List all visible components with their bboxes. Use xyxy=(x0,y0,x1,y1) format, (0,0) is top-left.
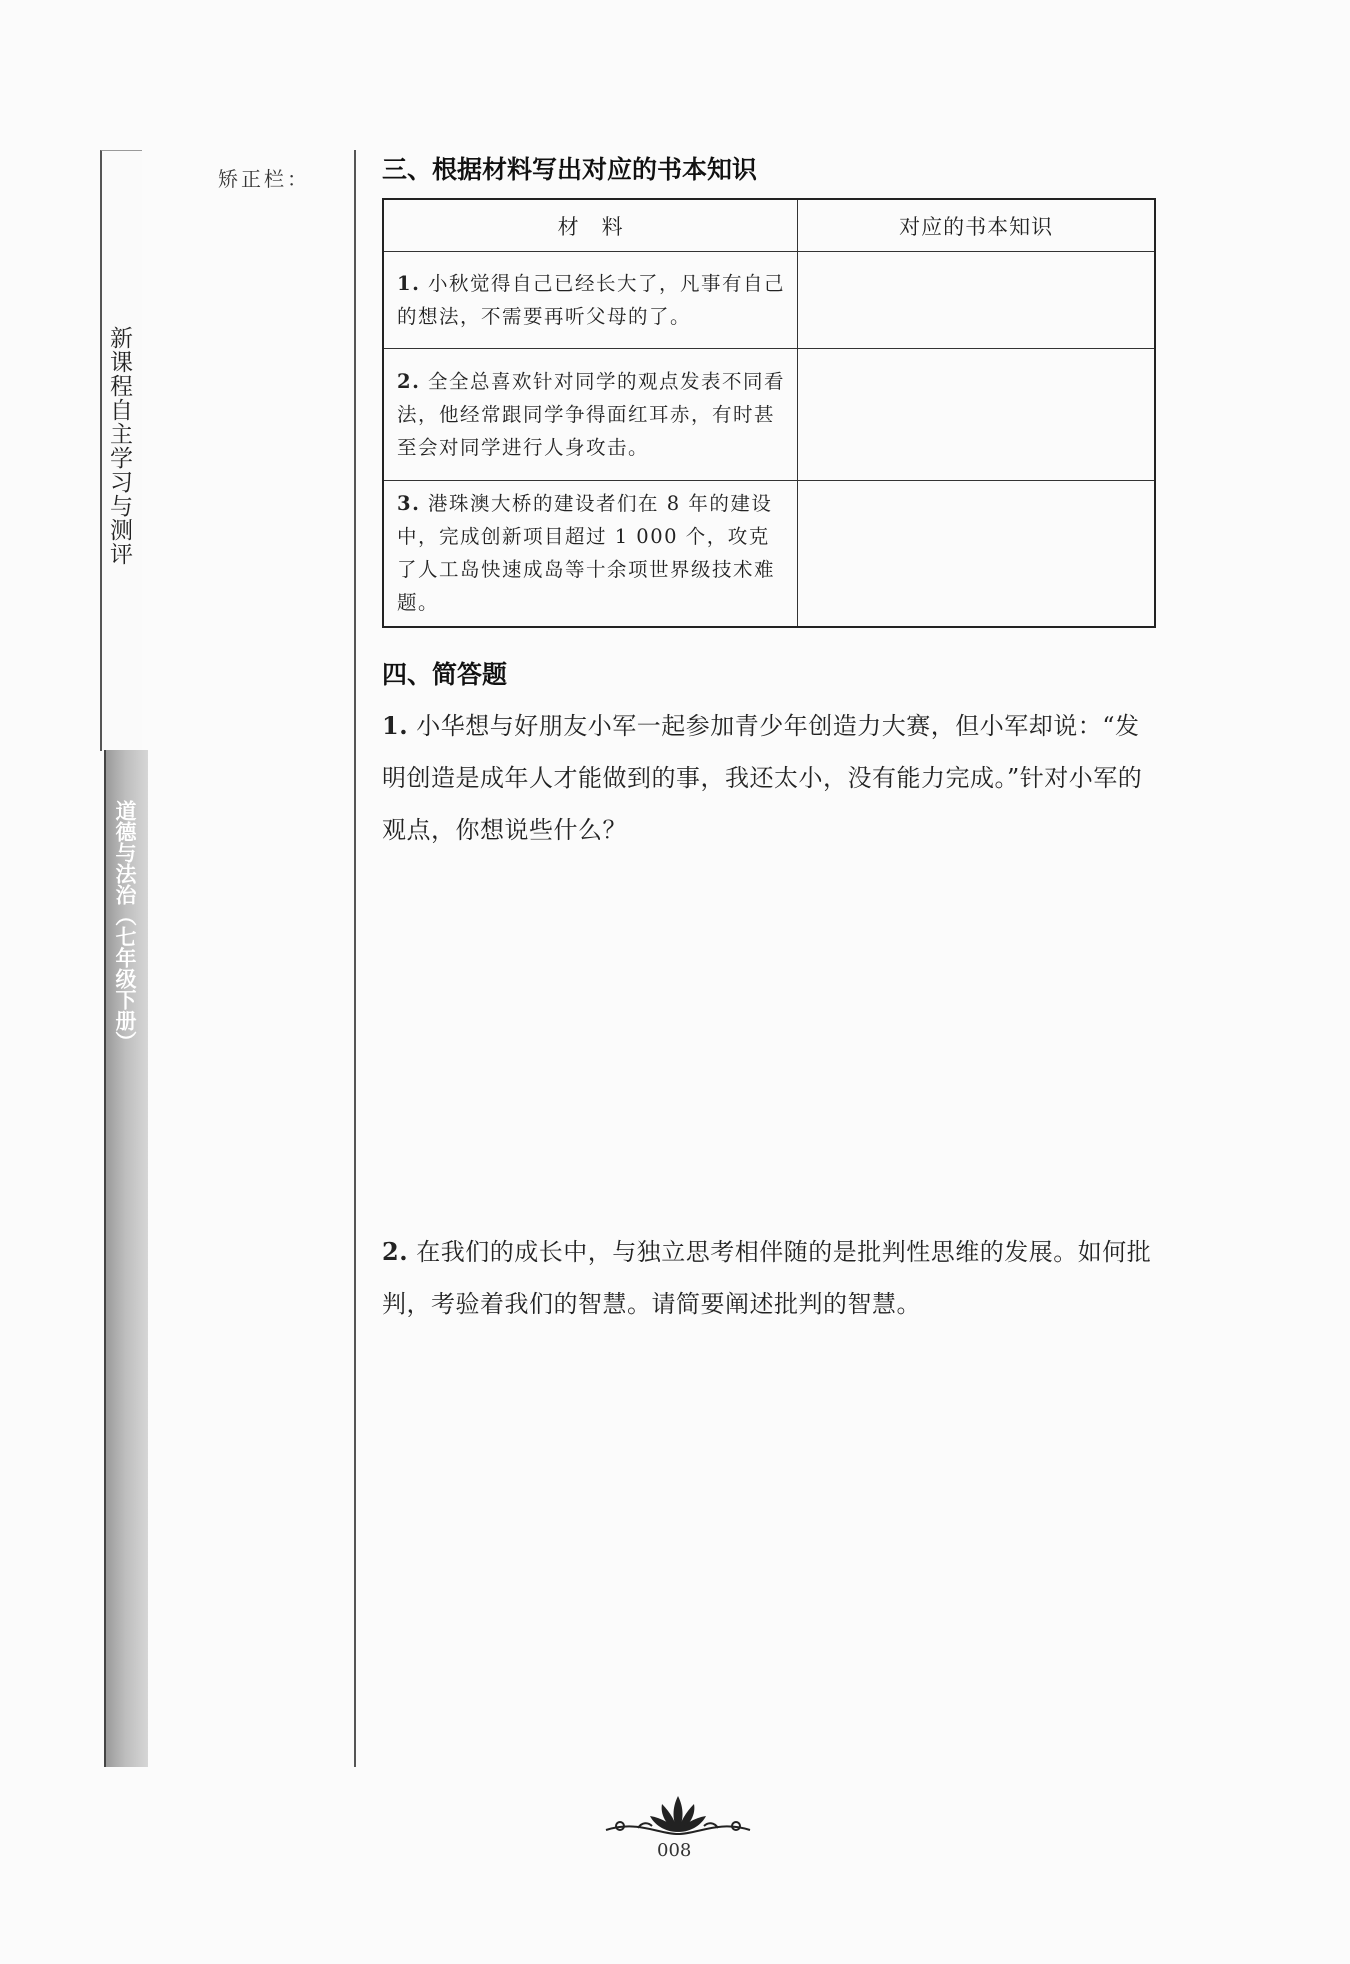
table-row xyxy=(383,349,1155,481)
header-material: 材 料 xyxy=(383,199,798,252)
item-number: 3. xyxy=(397,492,421,516)
floral-ornament-icon xyxy=(598,1790,758,1842)
table-row xyxy=(383,481,1155,627)
answer-cell[interactable] xyxy=(798,252,1155,349)
question-number: 1. xyxy=(382,711,409,740)
page-number: 008 xyxy=(657,1840,692,1861)
column-divider xyxy=(354,150,356,1767)
material-text: 小秋觉得自己已经长大了，凡事有自己的想法，不需要再听父母的了。 xyxy=(397,272,786,328)
item-number: 2. xyxy=(397,370,421,393)
series-tab xyxy=(100,150,142,751)
material-cell xyxy=(383,349,798,481)
material-cell xyxy=(383,252,798,349)
question-number: 2. xyxy=(382,1237,409,1266)
material-text: 港珠澳大桥的建设者们在 8 年的建设中，完成创新项目超过 1 000 个，攻克了人工岛快速成岛等十余项世界级技术难题。 xyxy=(397,492,776,615)
table-header-row xyxy=(383,199,1155,252)
answer-cell[interactable] xyxy=(798,481,1155,627)
material-cell xyxy=(383,481,798,627)
series-title: 新课程自主学习与测评 xyxy=(106,326,132,566)
question-2 xyxy=(382,1226,1160,1330)
section3-title: 三、根据材料写出对应的书本知识 xyxy=(382,155,758,184)
material-table xyxy=(382,198,1156,628)
correction-label: 矫正栏： xyxy=(218,167,310,191)
material-text: 全全总喜欢针对同学的观点发表不同看法，他经常跟同学争得面红耳赤，有时甚至会对同学进行人身攻击。 xyxy=(397,370,786,459)
section4-title: 四、简答题 xyxy=(382,660,508,689)
question-text: 在我们的成长中，与独立思考相伴随的是批判性思维的发展。如何批判，考验着我们的智慧。请简要阐述批判的智慧。 xyxy=(382,1238,1152,1318)
question-1 xyxy=(382,700,1160,856)
question-text: 小华想与好朋友小军一起参加青少年创造力大赛，但小军却说：“发明创造是成年人才能做到的事，我还太小，没有能力完成。”针对小军的观点，你想说些什么？ xyxy=(382,712,1143,844)
answer-cell[interactable] xyxy=(798,349,1155,481)
subject-tab xyxy=(104,750,148,1767)
header-knowledge: 对应的书本知识 xyxy=(798,199,1155,252)
item-number: 1. xyxy=(397,272,421,295)
subject-title: 道德与法治（七年级下册） xyxy=(113,800,137,1052)
table-row xyxy=(383,252,1155,349)
